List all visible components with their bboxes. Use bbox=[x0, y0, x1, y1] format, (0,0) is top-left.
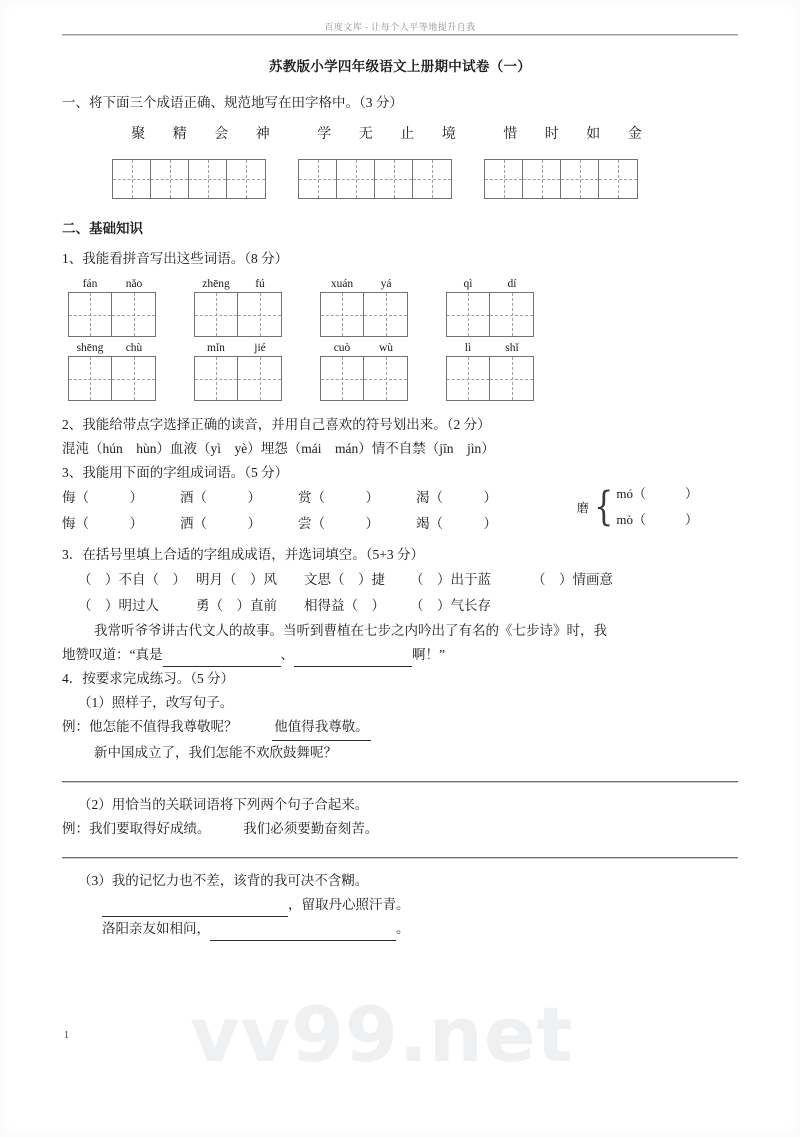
tianzige-cell[interactable] bbox=[561, 160, 599, 198]
paper-content bbox=[62, 55, 738, 941]
idiom-char: 如 bbox=[586, 127, 602, 142]
pinyin-label-group bbox=[68, 277, 156, 292]
tianzige-cell[interactable] bbox=[69, 357, 112, 400]
pinyin-label-group bbox=[194, 277, 282, 292]
idiom-blank-item[interactable]: （ ）气长存 bbox=[410, 598, 491, 613]
tianzige-cell[interactable] bbox=[364, 357, 407, 400]
idiom-blank-item[interactable]: （ ）情画意 bbox=[532, 572, 613, 587]
answer-write-rule[interactable] bbox=[62, 857, 738, 859]
idiom-block bbox=[112, 123, 290, 199]
tianzige-grid[interactable] bbox=[298, 159, 452, 199]
pinyin-syllable: yá bbox=[380, 278, 392, 290]
word-pair-item[interactable]: 洒（ ） bbox=[180, 516, 261, 531]
banner-text: 百度文库 - 让每个人平等地提升自我 bbox=[324, 22, 476, 32]
answer-write-rule[interactable] bbox=[62, 781, 738, 783]
tianzige-cell[interactable] bbox=[337, 160, 375, 198]
page-number: 1 bbox=[64, 1030, 69, 1041]
pinyin-answer-grid[interactable] bbox=[320, 356, 408, 401]
idiom-blank-item[interactable]: （ ）明过人 bbox=[78, 598, 159, 613]
tianzige-cell[interactable] bbox=[599, 160, 637, 198]
idiom-block bbox=[298, 123, 476, 199]
poem-prefix: 洛阳亲友如相问， bbox=[102, 921, 210, 936]
example-prefix: 例：他怎能不值得我尊敬呢？ bbox=[62, 719, 238, 734]
pinyin-word-block bbox=[194, 277, 320, 337]
banner-rule bbox=[62, 34, 738, 36]
pinyin-answer-grid[interactable] bbox=[68, 292, 156, 337]
pinyin-syllable: nǎo bbox=[125, 278, 143, 290]
idiom-characters bbox=[298, 123, 476, 143]
pinyin-answer-grid[interactable] bbox=[446, 292, 534, 337]
section4-label: 4．按要求完成练习。（5 分） bbox=[62, 671, 235, 686]
tianzige-cell[interactable] bbox=[112, 357, 155, 400]
section4-sub3-poem-1 bbox=[102, 893, 738, 917]
pinyin-word-block bbox=[68, 339, 194, 401]
pinyin-word-row-2 bbox=[68, 339, 738, 401]
idiom-char: 神 bbox=[255, 127, 271, 142]
tianzige-cell[interactable] bbox=[375, 160, 413, 198]
pinyin-word-block bbox=[320, 339, 446, 401]
idiom-blank-item[interactable]: 相得益（ ） bbox=[304, 598, 385, 613]
pinyin-syllable: fú bbox=[255, 278, 265, 290]
section4-sub3-poem-2 bbox=[102, 917, 738, 941]
poem-end-punct: 。 bbox=[396, 921, 410, 936]
site-watermark: vv99.net bbox=[190, 990, 574, 1079]
section4-sub3-label: （3）我的记忆力也不差，该背的我可决不含糊。 bbox=[78, 873, 369, 888]
pinyin-syllable: fán bbox=[82, 278, 98, 290]
tianzige-cell[interactable] bbox=[238, 293, 281, 336]
section3-paragraph-line1: 我常听爷爷讲古代文人的故事。当听到曹植在七步之内吟出了有名的《七步诗》时，我 bbox=[94, 623, 607, 638]
word-pair-item[interactable]: 渴（ ） bbox=[416, 490, 497, 505]
tianzige-cell[interactable] bbox=[299, 160, 337, 198]
word-pair-item[interactable]: 酒（ ） bbox=[180, 490, 261, 505]
tianzige-cell[interactable] bbox=[238, 357, 281, 400]
pinyin-syllable: jié bbox=[254, 342, 266, 354]
pinyin-answer-grid[interactable] bbox=[194, 292, 282, 337]
tianzige-cell[interactable] bbox=[113, 160, 151, 198]
word-pair-item[interactable]: 侮（ ） bbox=[62, 490, 143, 505]
tianzige-cell[interactable] bbox=[523, 160, 561, 198]
idiom-characters bbox=[112, 123, 290, 143]
baidu-wenku-banner bbox=[62, 22, 738, 36]
pinyin-label-group bbox=[194, 341, 282, 356]
tianzige-grid[interactable] bbox=[112, 159, 266, 199]
tianzige-cell[interactable] bbox=[112, 293, 155, 336]
pinyin-label-group bbox=[320, 277, 408, 292]
tianzige-cell[interactable] bbox=[447, 293, 490, 336]
fill-blank-line[interactable] bbox=[102, 899, 288, 917]
tianzige-cell[interactable] bbox=[151, 160, 189, 198]
idiom-block bbox=[484, 123, 662, 199]
polyphone-readings bbox=[616, 481, 698, 533]
pinyin-syllable: qì bbox=[463, 278, 473, 290]
idiom-blank-row-1 bbox=[78, 567, 738, 593]
idiom-char: 境 bbox=[441, 127, 457, 142]
paragraph-text-pre: 地赞叹道：“真是 bbox=[62, 647, 163, 662]
pinyin-syllable: shǐ bbox=[505, 342, 519, 354]
pinyin-syllable: mǐn bbox=[207, 342, 225, 354]
section4-sub1-practice: 新中国成立了，我们怎能不欢欣鼓舞呢？ bbox=[94, 745, 337, 760]
idiom-char: 聚 bbox=[131, 127, 147, 142]
tianzige-cell[interactable] bbox=[69, 293, 112, 336]
paragraph-text-post: 啊！” bbox=[412, 647, 445, 662]
pinyin-word-block bbox=[68, 277, 194, 337]
example-sentence-b: 我们必须要勤奋刻苦。 bbox=[243, 821, 379, 836]
tianzige-cell[interactable] bbox=[447, 357, 490, 400]
section2-q2-label: 2、我能给带点字选择正确的读音，并用自己喜欢的符号划出来。（2 分） bbox=[62, 417, 491, 432]
section2-q1-label: 1、我能看拼音写出这些词语。（8 分） bbox=[62, 251, 289, 266]
page-title: 苏教版小学四年级语文上册期中试卷（一） bbox=[268, 59, 532, 75]
tianzige-cell[interactable] bbox=[485, 160, 523, 198]
idiom-blank-item[interactable]: 明月（ ）风 bbox=[196, 572, 277, 587]
section4-sub2-example bbox=[62, 817, 738, 841]
section2-q2-items[interactable]: 混沌（hún hùn）血液（yì yè）埋怨（mái mán）情不自禁（jīn jìn） bbox=[62, 441, 495, 456]
idiom-blank-item[interactable]: 勇（ ）直前 bbox=[196, 598, 277, 613]
idiom-blank-item[interactable]: （ ）出于蓝 bbox=[410, 572, 491, 587]
section1-heading: 一、将下面三个成语正确、规范地写在田字格中。（3 分） bbox=[62, 95, 403, 110]
paragraph-separator: 、 bbox=[280, 647, 294, 662]
poem-suffix: ，留取丹心照汗青。 bbox=[288, 897, 410, 912]
fill-blank-line[interactable] bbox=[210, 923, 396, 941]
idiom-blank-item[interactable]: （ ）不自（ ） bbox=[78, 572, 186, 587]
section4-sub2-label: （2）用恰当的关联词语将下列两个句子合起来。 bbox=[78, 797, 369, 812]
pinyin-label-group bbox=[320, 341, 408, 356]
word-pair-item[interactable]: 悔（ ） bbox=[62, 516, 143, 531]
tianzige-cell[interactable] bbox=[490, 357, 533, 400]
pinyin-syllable: zhēng bbox=[202, 278, 230, 290]
tianzige-cell[interactable] bbox=[413, 160, 451, 198]
idiom-blank-item[interactable]: 文思（ ）捷 bbox=[304, 572, 385, 587]
word-pair-item[interactable]: 竭（ ） bbox=[416, 516, 497, 531]
pinyin-syllable: cuò bbox=[333, 342, 351, 354]
pinyin-syllable: chù bbox=[125, 342, 143, 354]
section3-paragraph-line2 bbox=[62, 643, 738, 667]
idiom-char: 精 bbox=[172, 127, 188, 142]
pinyin-syllable: xuán bbox=[330, 278, 354, 290]
pinyin-syllable: wù bbox=[378, 342, 394, 354]
polyphone-brace-group bbox=[577, 481, 698, 533]
pinyin-label-group bbox=[446, 277, 534, 292]
tianzige-cell[interactable] bbox=[195, 293, 238, 336]
word-pair-item[interactable]: 尝（ ） bbox=[298, 516, 379, 531]
pinyin-word-block bbox=[446, 339, 572, 401]
tianzige-cell[interactable] bbox=[227, 160, 265, 198]
pinyin-word-block bbox=[194, 339, 320, 401]
pinyin-label-group bbox=[446, 341, 534, 356]
section4-sub1-label: （1）照样子，改写句子。 bbox=[78, 695, 234, 710]
idiom-char: 时 bbox=[544, 127, 560, 142]
tianzige-cell[interactable] bbox=[490, 293, 533, 336]
tianzige-cell[interactable] bbox=[364, 293, 407, 336]
idiom-char: 无 bbox=[358, 127, 374, 142]
idiom-char: 会 bbox=[214, 127, 230, 142]
pinyin-word-block bbox=[320, 277, 446, 337]
idiom-char: 学 bbox=[317, 127, 333, 142]
idiom-char: 金 bbox=[627, 127, 643, 142]
tianzige-cell[interactable] bbox=[321, 357, 364, 400]
idiom-char: 惜 bbox=[503, 127, 519, 142]
polyphone-reading-item[interactable]: mó（ ） bbox=[616, 486, 698, 501]
word-pair-item[interactable]: 赏（ ） bbox=[298, 490, 379, 505]
idiom-blank-row-2 bbox=[78, 593, 738, 619]
example-sentence-a: 例：我们要取得好成绩。 bbox=[62, 821, 211, 836]
section2-q3-label: 3、我能用下面的字组成词语。（5 分） bbox=[62, 465, 289, 480]
idiom-characters bbox=[484, 123, 662, 143]
pinyin-syllable: shēng bbox=[76, 342, 104, 354]
tianzige-cell[interactable] bbox=[195, 357, 238, 400]
pinyin-word-row-1 bbox=[68, 277, 738, 337]
idiom-writing-area bbox=[112, 123, 738, 199]
pinyin-answer-grid[interactable] bbox=[194, 356, 282, 401]
pinyin-answer-grid[interactable] bbox=[446, 356, 534, 401]
fill-blank-line[interactable] bbox=[163, 649, 281, 667]
pinyin-syllable: dí bbox=[507, 278, 517, 290]
pinyin-answer-grid[interactable] bbox=[320, 292, 408, 337]
pinyin-label-group bbox=[68, 341, 156, 356]
curly-brace-icon: { bbox=[594, 484, 614, 530]
pinyin-answer-grid[interactable] bbox=[68, 356, 156, 401]
pinyin-syllable: lì bbox=[464, 342, 472, 354]
idiom-char: 止 bbox=[400, 127, 416, 142]
fill-blank-line[interactable] bbox=[294, 649, 412, 667]
example-answer: 他值得我尊敬。 bbox=[272, 715, 371, 741]
polyphone-reading-item[interactable]: mò（ ） bbox=[616, 512, 698, 527]
tianzige-cell[interactable] bbox=[189, 160, 227, 198]
section2-heading: 二、基础知识 bbox=[62, 221, 143, 237]
polyphone-character: 磨 bbox=[576, 500, 589, 515]
pinyin-word-block bbox=[446, 277, 572, 337]
tianzige-grid[interactable] bbox=[484, 159, 638, 199]
section4-sub1-example bbox=[62, 715, 738, 741]
tianzige-cell[interactable] bbox=[321, 293, 364, 336]
section3-label: 3．在括号里填上合适的字组成成语，并选词填空。（5+3 分） bbox=[62, 547, 424, 562]
